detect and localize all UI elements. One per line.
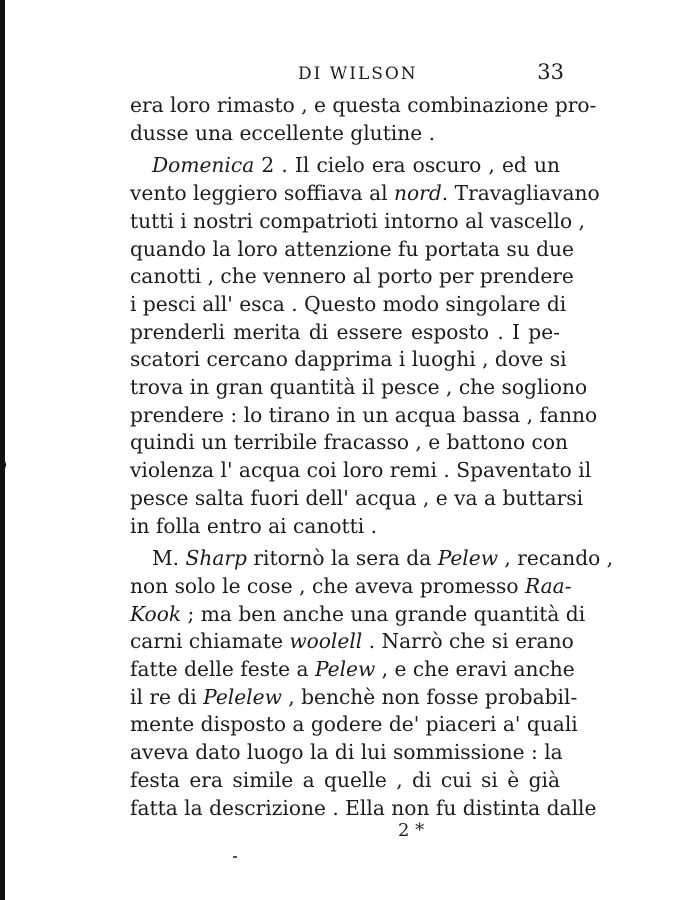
text-span: ritornò la sera da bbox=[246, 546, 438, 571]
text-span: , benchè non fosse probabil- bbox=[281, 684, 578, 709]
italic-name: Sharp bbox=[185, 546, 247, 571]
italic-name: Raa- bbox=[524, 573, 572, 598]
text-line: trova in gran quantità il pesce , che sogliono bbox=[130, 375, 588, 400]
text-line: era loro rimasto , e questa combinazione pro- bbox=[130, 93, 597, 117]
signature-mark: 2 * bbox=[398, 820, 425, 841]
text-line bbox=[130, 545, 614, 573]
text-span: ; ma ben anche una grande quantità di bbox=[181, 601, 586, 626]
text-line: aveva dato luogo la di lui sommissione : la bbox=[130, 740, 563, 765]
text-line: quando la loro attenzione fu portata su due bbox=[130, 236, 574, 261]
text-line: canotti , che vennero al porto per prendere bbox=[130, 264, 574, 289]
text-span: , recando , bbox=[498, 546, 614, 571]
text-line: prendere : lo tirano in un acqua bassa , fanno bbox=[130, 402, 598, 427]
text-span: . Narrò che si erano bbox=[362, 629, 574, 654]
text-span: 2 . Il cielo era oscuro , ed un bbox=[254, 153, 560, 178]
italic-word: woolell bbox=[289, 629, 363, 654]
running-title: DI WILSON bbox=[298, 64, 418, 84]
text-line: mente disposto a godere de' piaceri a' quali bbox=[130, 712, 578, 737]
text-span: , e che eravi anche bbox=[375, 657, 575, 682]
text-line bbox=[130, 180, 600, 208]
text-line bbox=[130, 573, 572, 601]
text-line: violenza l' acqua coi loro remi . Spaventato il bbox=[130, 458, 592, 483]
text-line: prenderli merita di essere esposto . I pe- bbox=[130, 319, 560, 344]
text-span: carni chiamate bbox=[130, 629, 290, 654]
text-line: i pesci all' esca . Questo modo singolare di bbox=[130, 291, 567, 316]
text-line: tutti i nostri compatrioti intorno al vascello , bbox=[130, 208, 585, 233]
ink-speck bbox=[233, 856, 237, 858]
italic-direction: nord bbox=[394, 181, 442, 206]
text-line: pesce salta fuori dell' acqua , e va a buttarsi bbox=[130, 485, 584, 510]
text-line bbox=[130, 628, 574, 656]
text-line bbox=[130, 684, 578, 712]
text-line: scatori cercano dapprima i luoghi , dove si bbox=[130, 347, 567, 372]
text-line bbox=[130, 656, 575, 684]
text-span: M. bbox=[152, 546, 186, 571]
text-line bbox=[130, 152, 560, 180]
text-line bbox=[130, 601, 586, 629]
text-span: fatte delle feste a bbox=[130, 657, 315, 682]
text-line: festa era simile a quelle , di cui si è già bbox=[130, 767, 560, 792]
text-line: quindi un terribile fracasso , e battono con bbox=[130, 430, 568, 455]
margin-mark: ⟩ bbox=[2, 457, 8, 473]
italic-name: Kook bbox=[130, 601, 182, 626]
text-line: in folla entro ai canotti . bbox=[130, 513, 378, 538]
text-span: non solo le cose , che aveva promesso bbox=[130, 573, 525, 598]
text-span: . Travagliavano bbox=[441, 181, 600, 206]
text-line: fatta la descrizione . Ella non fu distinta dalle bbox=[130, 795, 597, 820]
italic-place: Pelew bbox=[437, 546, 498, 571]
italic-place: Pelew bbox=[314, 657, 376, 682]
text-span: il re di bbox=[130, 684, 204, 709]
text-span: vento leggiero soffiava al bbox=[130, 181, 395, 206]
page-header bbox=[130, 58, 564, 92]
page-spine-edge bbox=[0, 0, 5, 900]
book-page bbox=[130, 58, 614, 822]
body-text bbox=[130, 92, 614, 822]
text-line: dusse una eccellente glutine . bbox=[130, 120, 436, 145]
page-number: 33 bbox=[537, 60, 564, 84]
italic-place: Pelelew bbox=[203, 684, 282, 709]
italic-day: Domenica bbox=[152, 153, 255, 178]
